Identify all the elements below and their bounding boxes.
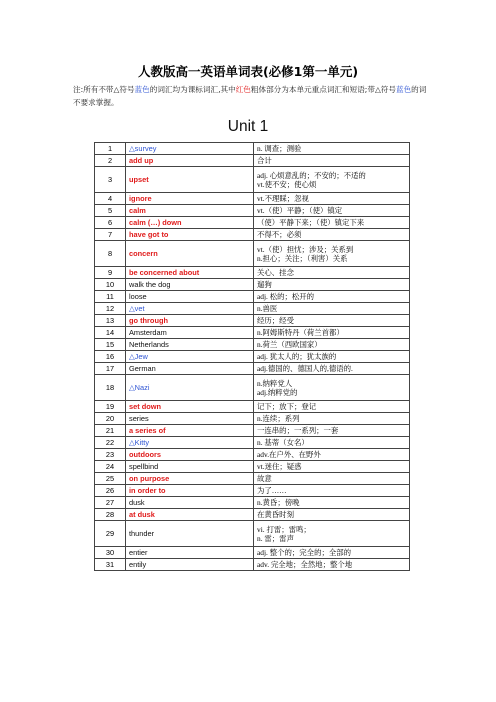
row-number: 15 — [95, 339, 126, 351]
vocab-word: upset — [126, 167, 254, 193]
vocab-word: German — [126, 363, 254, 375]
meaning-line: adj.德国的、德国人的,德语的. — [257, 364, 353, 373]
meaning-line: n. 基蒂（女名） — [257, 438, 309, 447]
vocab-meaning — [254, 547, 410, 559]
row-number: 26 — [95, 485, 126, 497]
meaning-line: n. 雷；雷声 — [257, 533, 294, 543]
table-row — [95, 437, 410, 449]
table-row — [95, 241, 410, 267]
table-row — [95, 375, 410, 401]
row-number: 14 — [95, 327, 126, 339]
table-row — [95, 205, 410, 217]
row-number: 17 — [95, 363, 126, 375]
row-number: 9 — [95, 267, 126, 279]
table-row — [95, 521, 410, 547]
meaning-line: 一连串的；一系列；一套 — [257, 426, 339, 435]
vocab-word: calm — [126, 205, 254, 217]
row-number: 5 — [95, 205, 126, 217]
vocab-meaning — [254, 267, 410, 279]
vocab-meaning — [254, 143, 410, 155]
meaning-line: n.连续；系列 — [257, 414, 300, 423]
meaning-line: adj. 犹太人的；犹太族的 — [257, 352, 337, 361]
vocab-word: loose — [126, 291, 254, 303]
vocab-word: △Nazi — [126, 375, 254, 401]
vocab-meaning — [254, 363, 410, 375]
table-row — [95, 143, 410, 155]
vocab-word: add up — [126, 155, 254, 167]
table-row — [95, 363, 410, 375]
table-row — [95, 559, 410, 571]
vocabulary-table-body — [95, 143, 410, 571]
row-number: 16 — [95, 351, 126, 363]
meaning-line: vi. 打雷；雷鸣； — [257, 524, 311, 534]
table-row — [95, 547, 410, 559]
row-number: 18 — [95, 375, 126, 401]
vocab-word: set down — [126, 401, 254, 413]
row-number: 13 — [95, 315, 126, 327]
vocab-word: walk the dog — [126, 279, 254, 291]
vocab-meaning — [254, 473, 410, 485]
meaning-line: 记下；放下；登记 — [257, 402, 317, 411]
row-number: 27 — [95, 497, 126, 509]
meaning-line: n. 调查；测验 — [257, 144, 302, 153]
table-row — [95, 193, 410, 205]
vocab-meaning — [254, 155, 410, 167]
meaning-line: 不得不；必须 — [257, 230, 302, 239]
table-row — [95, 497, 410, 509]
vocab-meaning — [254, 217, 410, 229]
vocab-word: entily — [126, 559, 254, 571]
vocab-word: △Jew — [126, 351, 254, 363]
vocab-meaning — [254, 521, 410, 547]
row-number: 1 — [95, 143, 126, 155]
table-row — [95, 267, 410, 279]
meaning-line: n.担心；关注；（利害）关系 — [257, 253, 348, 263]
meaning-line: n.阿姆斯特丹（荷兰首都） — [257, 328, 344, 337]
vocab-word: concern — [126, 241, 254, 267]
vocab-word: △survey — [126, 143, 254, 155]
row-number: 12 — [95, 303, 126, 315]
meaning-line: n.纳粹党人 — [257, 378, 293, 388]
vocab-word: series — [126, 413, 254, 425]
table-row — [95, 291, 410, 303]
vocab-word: have got to — [126, 229, 254, 241]
note-blue-word-2: 蓝色 — [395, 85, 412, 94]
table-row — [95, 413, 410, 425]
vocab-word: thunder — [126, 521, 254, 547]
vocab-meaning — [254, 303, 410, 315]
meaning-line: vt.（使）平静；（使）镇定 — [257, 206, 343, 215]
meaning-line: adj. 松的；松开的 — [257, 292, 315, 301]
document-title: 人教版高一英语单词表(必修1第一单元) — [137, 64, 359, 79]
vocab-word: dusk — [126, 497, 254, 509]
vocab-meaning — [254, 291, 410, 303]
vocab-word: spellbind — [126, 461, 254, 473]
vocab-word: go through — [126, 315, 254, 327]
meaning-line: 关心、挂念 — [257, 268, 294, 277]
note-text-1: 注:所有不带△符号 — [73, 85, 135, 94]
row-number: 21 — [95, 425, 126, 437]
table-row — [95, 509, 410, 521]
meaning-line: 为了…… — [257, 486, 287, 495]
table-row — [95, 229, 410, 241]
meaning-line: n.兽医 — [257, 304, 278, 313]
vocab-meaning — [254, 413, 410, 425]
table-row — [95, 327, 410, 339]
vocab-word: Amsterdam — [126, 327, 254, 339]
row-number: 4 — [95, 193, 126, 205]
vocab-meaning — [254, 167, 410, 193]
row-number: 23 — [95, 449, 126, 461]
note-text-4: 的词不要求掌握。 — [73, 85, 427, 107]
row-number: 6 — [95, 217, 126, 229]
row-number: 25 — [95, 473, 126, 485]
table-row — [95, 461, 410, 473]
vocab-word: a series of — [126, 425, 254, 437]
meaning-line: adv.在户外、在野外 — [257, 450, 321, 459]
meaning-line: vt.迷住；疑惑 — [257, 462, 302, 471]
vocab-meaning — [254, 279, 410, 291]
meaning-line: adj. 心烦意乱的；不安的；不适的 — [257, 170, 366, 180]
meaning-line: vt.（使）担忧；涉及；关系到 — [257, 244, 354, 254]
row-number: 2 — [95, 155, 126, 167]
row-number: 20 — [95, 413, 126, 425]
row-number: 7 — [95, 229, 126, 241]
meaning-line: 经历；经受 — [257, 316, 294, 325]
meaning-line: 遛狗 — [257, 280, 272, 289]
table-row — [95, 279, 410, 291]
meaning-line: vt.使不安；使心烦 — [257, 179, 317, 189]
table-row — [95, 167, 410, 193]
row-number: 30 — [95, 547, 126, 559]
vocab-meaning — [254, 315, 410, 327]
vocab-meaning — [254, 509, 410, 521]
meaning-line: 在黄昏时刻 — [257, 510, 294, 519]
vocab-word: calm (…) down — [126, 217, 254, 229]
row-number: 19 — [95, 401, 126, 413]
table-row — [95, 303, 410, 315]
meaning-line: adv. 完全地；全然地；整个地 — [257, 560, 353, 569]
vocab-meaning — [254, 437, 410, 449]
vocab-meaning — [254, 193, 410, 205]
table-row — [95, 449, 410, 461]
vocab-meaning — [254, 339, 410, 351]
table-row — [95, 473, 410, 485]
vocab-meaning — [254, 351, 410, 363]
unit-heading: Unit 1 — [227, 118, 269, 135]
meaning-line: n.黄昏；傍晚 — [257, 498, 300, 507]
row-number: 29 — [95, 521, 126, 547]
note-blue-word: 蓝色 — [134, 85, 150, 94]
vocab-meaning — [254, 485, 410, 497]
vocab-meaning — [254, 461, 410, 473]
vocab-meaning — [254, 229, 410, 241]
vocab-word: outdoors — [126, 449, 254, 461]
vocab-meaning — [254, 497, 410, 509]
row-number: 8 — [95, 241, 126, 267]
vocab-word: in order to — [126, 485, 254, 497]
meaning-line: vt.不理睬；忽视 — [257, 194, 309, 203]
note-red-word: 红色 — [235, 85, 251, 94]
vocab-word: entier — [126, 547, 254, 559]
row-number: 22 — [95, 437, 126, 449]
row-number: 11 — [95, 291, 126, 303]
table-row — [95, 339, 410, 351]
vocab-meaning — [254, 375, 410, 401]
note-text-3: 粗体部分为本单元重点词汇和短语;带△符号 — [250, 85, 396, 94]
table-row — [95, 155, 410, 167]
meaning-line: （使）平静下来；（使）镇定下来 — [257, 218, 365, 227]
usage-note — [73, 84, 433, 109]
meaning-line: adj.纳粹党的 — [257, 387, 298, 397]
vocab-word: △Kitty — [126, 437, 254, 449]
row-number: 31 — [95, 559, 126, 571]
vocab-word: at dusk — [126, 509, 254, 521]
vocab-word: Netherlands — [126, 339, 254, 351]
table-row — [95, 315, 410, 327]
vocab-meaning — [254, 205, 410, 217]
vocabulary-table — [94, 142, 410, 571]
vocab-meaning — [254, 559, 410, 571]
vocab-word: ignore — [126, 193, 254, 205]
vocab-meaning — [254, 327, 410, 339]
vocab-meaning — [254, 241, 410, 267]
row-number: 28 — [95, 509, 126, 521]
meaning-line: n.荷兰（西欧国家） — [257, 340, 322, 349]
table-row — [95, 401, 410, 413]
vocab-word: △vet — [126, 303, 254, 315]
row-number: 24 — [95, 461, 126, 473]
vocab-meaning — [254, 449, 410, 461]
table-row — [95, 425, 410, 437]
meaning-line: adj. 整个的；完全的；全部的 — [257, 548, 352, 557]
vocab-word: on purpose — [126, 473, 254, 485]
meaning-line: 合计 — [257, 156, 272, 165]
table-row — [95, 351, 410, 363]
table-row — [95, 217, 410, 229]
vocab-meaning — [254, 425, 410, 437]
table-row — [95, 485, 410, 497]
row-number: 10 — [95, 279, 126, 291]
vocab-meaning — [254, 401, 410, 413]
note-text-2: 的词汇均为课标词汇,其中 — [149, 85, 236, 94]
row-number: 3 — [95, 167, 126, 193]
vocab-word: be concerned about — [126, 267, 254, 279]
meaning-line: 故意 — [257, 474, 272, 483]
